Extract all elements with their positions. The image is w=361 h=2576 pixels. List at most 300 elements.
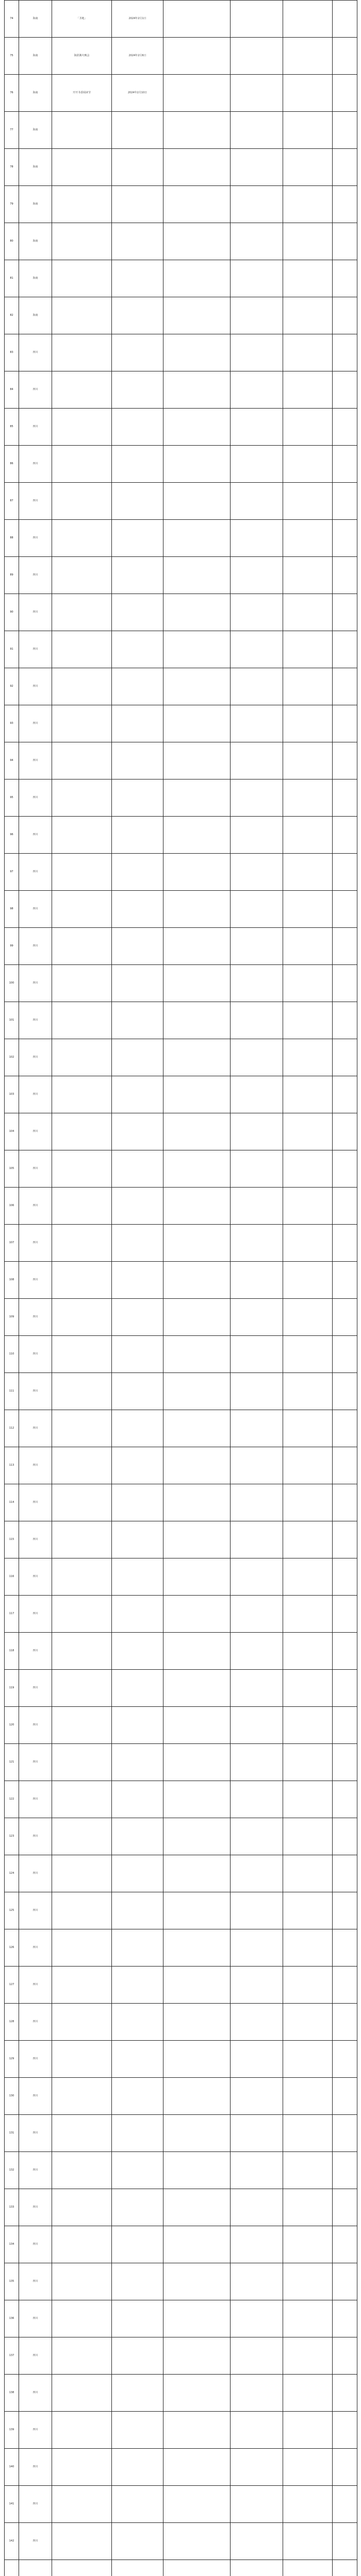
table-row <box>5 1299 357 1336</box>
mark-cell <box>333 2449 357 2486</box>
event-name-cell <box>52 1892 112 1929</box>
organizer-cell <box>231 2449 283 2486</box>
venue-cell <box>163 186 231 223</box>
event-date-cell <box>112 2412 163 2449</box>
event-date-cell <box>112 1855 163 1892</box>
row-index-cell: 129 <box>5 2041 19 2078</box>
event-date-cell <box>112 668 163 705</box>
organizer-cell <box>231 668 283 705</box>
contact-cell <box>283 1113 333 1150</box>
event-date-cell <box>112 1225 163 1262</box>
organizer-cell <box>231 2560 283 2576</box>
table-row <box>5 483 357 520</box>
event-date-cell <box>112 2263 163 2300</box>
region-cell: 四川 <box>19 705 52 742</box>
event-name-cell <box>52 817 112 854</box>
organizer-cell <box>231 334 283 371</box>
table-row <box>5 1410 357 1447</box>
mark-cell <box>333 2375 357 2412</box>
mark-cell <box>333 1670 357 1707</box>
event-date-cell <box>112 1707 163 1744</box>
contact-cell <box>283 2560 333 2576</box>
venue-cell <box>163 1076 231 1113</box>
table-row <box>5 1039 357 1076</box>
row-index-cell: 89 <box>5 557 19 594</box>
region-cell: 四川 <box>19 1410 52 1447</box>
row-index-cell: 98 <box>5 891 19 928</box>
event-date-cell <box>112 2189 163 2226</box>
event-date-cell <box>112 1558 163 1596</box>
table-row <box>5 1076 357 1113</box>
mark-cell <box>333 260 357 297</box>
event-name-cell <box>52 1039 112 1076</box>
table-row <box>5 1744 357 1781</box>
region-cell: 四川 <box>19 1299 52 1336</box>
table-body <box>5 1 357 2576</box>
mark-cell <box>333 965 357 1002</box>
event-name-cell <box>52 2152 112 2189</box>
row-index-cell: 99 <box>5 928 19 965</box>
event-name-cell <box>52 891 112 928</box>
venue-cell <box>163 112 231 149</box>
event-name-cell <box>52 2189 112 2226</box>
table-row <box>5 2078 357 2115</box>
table-row <box>5 2449 357 2486</box>
event-name-cell <box>52 1373 112 1410</box>
region-cell: 四川 <box>19 1113 52 1150</box>
contact-cell <box>283 112 333 149</box>
mark-cell <box>333 334 357 371</box>
row-index-cell: 112 <box>5 1410 19 1447</box>
event-name-cell <box>52 1818 112 1855</box>
organizer-cell <box>231 891 283 928</box>
contact-cell <box>283 1002 333 1039</box>
row-index-cell: 88 <box>5 520 19 557</box>
event-date-cell <box>112 1188 163 1225</box>
mark-cell <box>333 1076 357 1113</box>
organizer-cell <box>231 1670 283 1707</box>
venue-cell <box>163 223 231 260</box>
contact-cell <box>283 223 333 260</box>
table-row <box>5 186 357 223</box>
contact-cell <box>283 1707 333 1744</box>
mark-cell <box>333 186 357 223</box>
event-name-cell <box>52 2375 112 2412</box>
row-index-cell: 84 <box>5 371 19 409</box>
mark-cell <box>333 2300 357 2337</box>
event-date-cell <box>112 112 163 149</box>
region-cell: 四川 <box>19 1929 52 1967</box>
event-date-cell <box>112 446 163 483</box>
row-index-cell: 141 <box>5 2486 19 2523</box>
contact-cell <box>283 1670 333 1707</box>
mark-cell <box>333 1521 357 1558</box>
contact-cell <box>283 38 333 75</box>
region-cell: 四川 <box>19 2412 52 2449</box>
event-name-cell <box>52 409 112 446</box>
event-date-cell <box>112 334 163 371</box>
event-date-cell <box>112 1113 163 1150</box>
organizer-cell <box>231 2115 283 2152</box>
row-index-cell: 81 <box>5 260 19 297</box>
region-cell: 四川 <box>19 1225 52 1262</box>
event-name-cell <box>52 520 112 557</box>
contact-cell <box>283 1447 333 1484</box>
mark-cell <box>333 594 357 631</box>
mark-cell <box>333 38 357 75</box>
event-name-cell <box>52 1262 112 1299</box>
region-cell: 海南 <box>19 1 52 38</box>
event-date-cell <box>112 928 163 965</box>
organizer-cell <box>231 1188 283 1225</box>
row-index-cell: 130 <box>5 2078 19 2115</box>
row-index-cell: 121 <box>5 1744 19 1781</box>
mark-cell <box>333 1410 357 1447</box>
row-index-cell: 93 <box>5 705 19 742</box>
mark-cell <box>333 1596 357 1633</box>
table-row <box>5 742 357 779</box>
region-cell: 四川 <box>19 2263 52 2300</box>
table-row <box>5 557 357 594</box>
event-date-cell <box>112 2078 163 2115</box>
row-index-cell: 126 <box>5 1929 19 1967</box>
event-name-cell <box>52 2226 112 2263</box>
row-index-cell: 102 <box>5 1039 19 1076</box>
mark-cell <box>333 483 357 520</box>
contact-cell <box>283 2449 333 2486</box>
contact-cell <box>283 631 333 668</box>
table-row <box>5 1484 357 1521</box>
region-cell: 四川 <box>19 1447 52 1484</box>
mark-cell <box>333 2337 357 2375</box>
table-row <box>5 1558 357 1596</box>
row-index-cell: 128 <box>5 2004 19 2041</box>
event-date-cell <box>112 594 163 631</box>
table-row <box>5 1596 357 1633</box>
mark-cell <box>333 75 357 112</box>
contact-cell <box>283 1336 333 1373</box>
contact-cell <box>283 1781 333 1818</box>
region-cell: 四川 <box>19 334 52 371</box>
event-name-cell <box>52 334 112 371</box>
event-date-cell <box>112 557 163 594</box>
row-index-cell: 139 <box>5 2412 19 2449</box>
row-index-cell: 118 <box>5 1633 19 1670</box>
contact-cell <box>283 1484 333 1521</box>
contact-cell <box>283 2412 333 2449</box>
organizer-cell <box>231 1113 283 1150</box>
table-row <box>5 334 357 371</box>
contact-cell <box>283 1262 333 1299</box>
organizer-cell <box>231 1002 283 1039</box>
table-row <box>5 1113 357 1150</box>
venue-cell <box>163 2523 231 2560</box>
venue-cell <box>163 1707 231 1744</box>
table-row <box>5 112 357 149</box>
mark-cell <box>333 2004 357 2041</box>
organizer-cell <box>231 2078 283 2115</box>
table-row <box>5 1150 357 1188</box>
mark-cell <box>333 817 357 854</box>
event-date-cell <box>112 1892 163 1929</box>
mark-cell <box>333 1150 357 1188</box>
row-index-cell: 96 <box>5 817 19 854</box>
organizer-cell <box>231 928 283 965</box>
row-index-cell: 109 <box>5 1299 19 1336</box>
contact-cell <box>283 2337 333 2375</box>
table-row <box>5 2263 357 2300</box>
contact-cell <box>283 1373 333 1410</box>
table-row <box>5 1929 357 1967</box>
venue-cell <box>163 1262 231 1299</box>
event-name-cell <box>52 742 112 779</box>
table-row <box>5 817 357 854</box>
region-cell: 四川 <box>19 594 52 631</box>
table-row <box>5 1262 357 1299</box>
venue-cell <box>163 779 231 817</box>
region-cell: 四川 <box>19 1558 52 1596</box>
table-row <box>5 1188 357 1225</box>
organizer-cell <box>231 2337 283 2375</box>
event-date-cell <box>112 371 163 409</box>
event-name-cell <box>52 1447 112 1484</box>
mark-cell <box>333 2560 357 2576</box>
event-name-cell <box>52 1596 112 1633</box>
row-index-cell: 137 <box>5 2337 19 2375</box>
mark-cell <box>333 1929 357 1967</box>
venue-cell <box>163 1150 231 1188</box>
table-row <box>5 2226 357 2263</box>
region-cell: 四川 <box>19 409 52 446</box>
mark-cell <box>333 2115 357 2152</box>
event-name-cell <box>52 1967 112 2004</box>
table-row <box>5 1670 357 1707</box>
region-cell: 四川 <box>19 1002 52 1039</box>
venue-cell <box>163 2449 231 2486</box>
region-cell: 四川 <box>19 1633 52 1670</box>
venue-cell <box>163 1336 231 1373</box>
venue-cell <box>163 2226 231 2263</box>
region-cell: 四川 <box>19 779 52 817</box>
region-cell: 四川 <box>19 1781 52 1818</box>
event-name-cell <box>52 854 112 891</box>
event-name-cell <box>52 2523 112 2560</box>
contact-cell <box>283 1929 333 1967</box>
event-date-cell <box>112 705 163 742</box>
organizer-cell <box>231 557 283 594</box>
event-date-cell <box>112 2115 163 2152</box>
row-index-cell: 111 <box>5 1373 19 1410</box>
mark-cell <box>333 1558 357 1596</box>
organizer-cell <box>231 2041 283 2078</box>
venue-cell <box>163 742 231 779</box>
event-date-cell: 2024年2月10日 <box>112 75 163 112</box>
venue-cell <box>163 1633 231 1670</box>
mark-cell <box>333 1188 357 1225</box>
organizer-cell <box>231 742 283 779</box>
event-name-cell <box>52 1299 112 1336</box>
organizer-cell <box>231 483 283 520</box>
mark-cell <box>333 1447 357 1484</box>
organizer-cell <box>231 75 283 112</box>
organizer-cell <box>231 446 283 483</box>
venue-cell <box>163 149 231 186</box>
event-date-cell <box>112 2041 163 2078</box>
contact-cell <box>283 1744 333 1781</box>
venue-cell <box>163 668 231 705</box>
table-row <box>5 2375 357 2412</box>
contact-cell <box>283 2189 333 2226</box>
contact-cell <box>283 557 333 594</box>
venue-cell <box>163 483 231 520</box>
row-index-cell: 86 <box>5 446 19 483</box>
venue-cell <box>163 965 231 1002</box>
event-name-cell <box>52 965 112 1002</box>
venue-cell <box>163 2560 231 2576</box>
event-date-cell <box>112 1150 163 1188</box>
mark-cell <box>333 742 357 779</box>
event-name-cell <box>52 223 112 260</box>
row-index-cell: 95 <box>5 779 19 817</box>
event-name-cell <box>52 1484 112 1521</box>
event-date-cell <box>112 631 163 668</box>
organizer-cell <box>231 2004 283 2041</box>
event-name-cell <box>52 1929 112 1967</box>
event-name-cell <box>52 1670 112 1707</box>
table-row <box>5 2189 357 2226</box>
event-date-cell <box>112 1670 163 1707</box>
venue-cell <box>163 817 231 854</box>
event-date-cell <box>112 817 163 854</box>
table-row <box>5 371 357 409</box>
venue-cell <box>163 1670 231 1707</box>
venue-cell <box>163 1967 231 2004</box>
mark-cell <box>333 1 357 38</box>
venue-cell <box>163 928 231 965</box>
row-index-cell: 142 <box>5 2523 19 2560</box>
contact-cell <box>283 965 333 1002</box>
organizer-cell <box>231 1633 283 1670</box>
contact-cell <box>283 2226 333 2263</box>
organizer-cell <box>231 2152 283 2189</box>
venue-cell <box>163 2337 231 2375</box>
organizer-cell <box>231 965 283 1002</box>
table-row <box>5 1967 357 2004</box>
table-row <box>5 297 357 334</box>
event-name-cell <box>52 2115 112 2152</box>
event-date-cell <box>112 965 163 1002</box>
organizer-cell <box>231 1447 283 1484</box>
contact-cell <box>283 334 333 371</box>
table-row <box>5 1336 357 1373</box>
organizer-cell <box>231 1039 283 1076</box>
contact-cell <box>283 1633 333 1670</box>
organizer-cell <box>231 2523 283 2560</box>
event-name-cell <box>52 2004 112 2041</box>
event-name-cell <box>52 779 112 817</box>
row-index-cell: 133 <box>5 2189 19 2226</box>
event-date-cell <box>112 483 163 520</box>
venue-cell <box>163 1855 231 1892</box>
venue-cell <box>163 2412 231 2449</box>
table-row <box>5 705 357 742</box>
event-date-cell <box>112 520 163 557</box>
row-index-cell: 136 <box>5 2300 19 2337</box>
region-cell: 四川 <box>19 557 52 594</box>
event-date-cell <box>112 2226 163 2263</box>
row-index-cell: 78 <box>5 149 19 186</box>
region-cell: 四川 <box>19 2375 52 2412</box>
contact-cell <box>283 1299 333 1336</box>
row-index-cell: 92 <box>5 668 19 705</box>
row-index-cell: 76 <box>5 75 19 112</box>
row-index-cell: 123 <box>5 1818 19 1855</box>
event-date-cell <box>112 1781 163 1818</box>
row-index-cell: 110 <box>5 1336 19 1373</box>
table-row <box>5 1855 357 1892</box>
venue-cell <box>163 2189 231 2226</box>
row-index-cell: 116 <box>5 1558 19 1596</box>
region-cell: 四川 <box>19 891 52 928</box>
mark-cell <box>333 891 357 928</box>
contact-cell <box>283 817 333 854</box>
row-index-cell: 140 <box>5 2449 19 2486</box>
region-cell: 四川 <box>19 2189 52 2226</box>
organizer-cell <box>231 186 283 223</box>
organizer-cell <box>231 1967 283 2004</box>
venue-cell <box>163 2263 231 2300</box>
event-name-cell <box>52 2560 112 2576</box>
event-name-cell: 海滨篝火晚会 <box>52 38 112 75</box>
venue-cell <box>163 1929 231 1967</box>
organizer-cell <box>231 149 283 186</box>
mark-cell <box>333 223 357 260</box>
venue-cell <box>163 38 231 75</box>
region-cell: 四川 <box>19 2523 52 2560</box>
contact-cell <box>283 779 333 817</box>
table-row <box>5 38 357 75</box>
contact-cell <box>283 891 333 928</box>
region-cell <box>19 2560 52 2576</box>
event-name-cell <box>52 1188 112 1225</box>
contact-cell <box>283 186 333 223</box>
region-cell: 四川 <box>19 1596 52 1633</box>
table-row <box>5 965 357 1002</box>
event-name-cell <box>52 1410 112 1447</box>
organizer-cell <box>231 1225 283 1262</box>
event-date-cell <box>112 297 163 334</box>
row-index-cell: 135 <box>5 2263 19 2300</box>
mark-cell <box>333 2078 357 2115</box>
table-row <box>5 1447 357 1484</box>
contact-cell <box>283 2523 333 2560</box>
mark-cell <box>333 1781 357 1818</box>
table-row <box>5 2560 357 2576</box>
organizer-cell <box>231 520 283 557</box>
region-cell: 四川 <box>19 1150 52 1188</box>
mark-cell <box>333 1892 357 1929</box>
table-row <box>5 2337 357 2375</box>
event-date-cell <box>112 854 163 891</box>
region-cell: 四川 <box>19 1744 52 1781</box>
organizer-cell <box>231 817 283 854</box>
table-row <box>5 668 357 705</box>
contact-cell <box>283 149 333 186</box>
venue-cell <box>163 631 231 668</box>
event-name-cell <box>52 297 112 334</box>
organizer-cell <box>231 260 283 297</box>
region-cell: 四川 <box>19 2152 52 2189</box>
